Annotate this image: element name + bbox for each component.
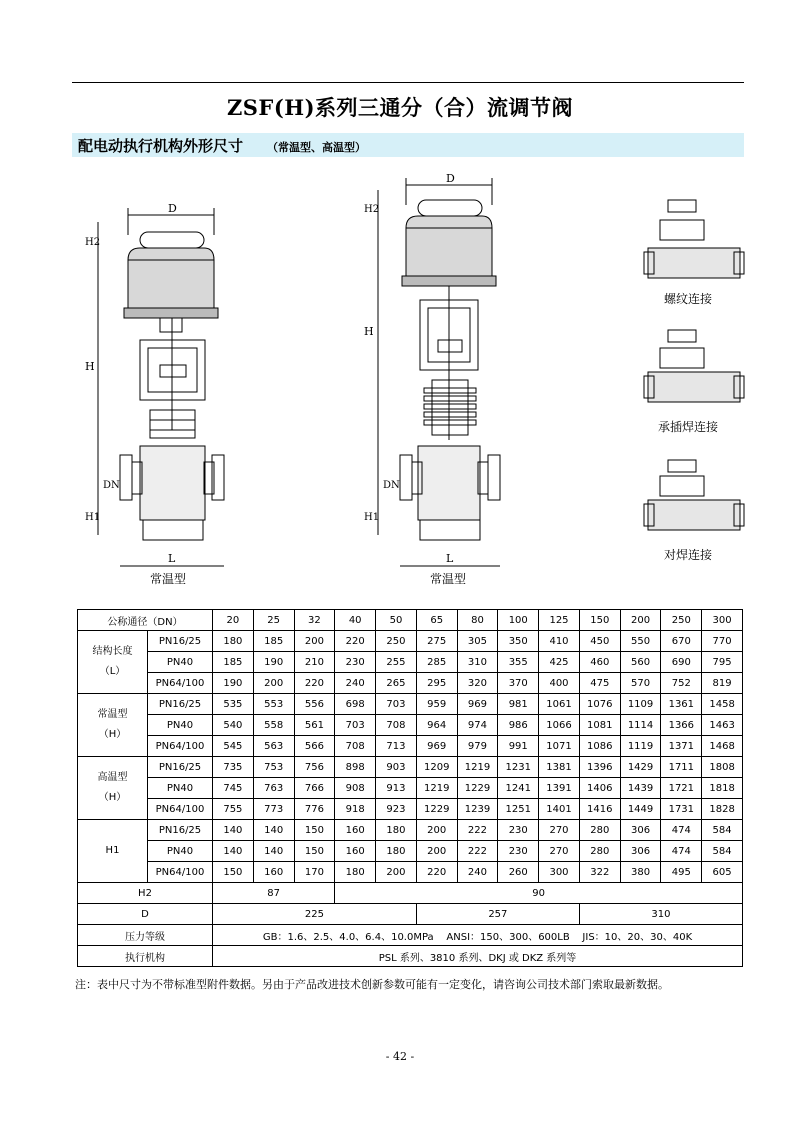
table-cell: 703 <box>335 715 376 736</box>
table-row <box>78 673 743 694</box>
table-cell: 981 <box>498 694 539 715</box>
table-cell: 1219 <box>416 778 457 799</box>
left-dim-h: H <box>85 360 95 373</box>
pressure-label: 压力等级 <box>78 925 213 946</box>
table-cell: 200 <box>416 841 457 862</box>
table-cell: 200 <box>416 820 457 841</box>
table-cell: 1114 <box>620 715 661 736</box>
dn-value: 80 <box>457 610 498 631</box>
table-cell: 425 <box>539 652 580 673</box>
table-cell: 908 <box>335 778 376 799</box>
dn-value: 32 <box>294 610 335 631</box>
table-cell: 240 <box>335 673 376 694</box>
table-row <box>78 694 743 715</box>
table-cell: 1241 <box>498 778 539 799</box>
table-cell: 1219 <box>457 757 498 778</box>
table-cell: 986 <box>498 715 539 736</box>
table-cell: 270 <box>539 841 580 862</box>
table-cell: 1406 <box>579 778 620 799</box>
table-cell: 180 <box>335 862 376 883</box>
table-cell: 1239 <box>457 799 498 820</box>
middle-dim-h2: H2 <box>364 204 380 215</box>
left-dim-dn: DN <box>103 480 120 491</box>
table-cell: 306 <box>620 820 661 841</box>
table-cell: 1061 <box>539 694 580 715</box>
middle-dim-dn: DN <box>383 480 400 491</box>
table-cell: 350 <box>498 631 539 652</box>
table-cell: 320 <box>457 673 498 694</box>
table-cell: 250 <box>376 631 417 652</box>
table-cell: 991 <box>498 736 539 757</box>
table-cell: 969 <box>416 736 457 757</box>
group-label-line2: （L） <box>99 666 126 677</box>
table-row <box>78 820 743 841</box>
table-cell: 285 <box>416 652 457 673</box>
table-cell: 670 <box>661 631 702 652</box>
connection-label-butt-weld: 对焊连接 <box>664 548 713 562</box>
pressure-class: PN16/25 <box>148 757 213 778</box>
table-cell: 1463 <box>702 715 743 736</box>
table-cell: 1076 <box>579 694 620 715</box>
table-cell: 566 <box>294 736 335 757</box>
middle-dim-d: D <box>446 172 455 185</box>
table-row <box>78 757 743 778</box>
table-cell: 210 <box>294 652 335 673</box>
connection-socket-weld-drawing <box>644 330 744 402</box>
table-cell: 708 <box>335 736 376 757</box>
table-cell: 766 <box>294 778 335 799</box>
group-label <box>78 694 148 757</box>
table-cell: 605 <box>702 862 743 883</box>
group-label-line2: （H） <box>98 792 127 803</box>
table-cell: 923 <box>376 799 417 820</box>
dn-value: 40 <box>335 610 376 631</box>
middle-dim-l: L <box>446 552 454 565</box>
table-cell: 255 <box>376 652 417 673</box>
connection-butt-weld-drawing <box>644 460 744 530</box>
left-dim-h1: H1 <box>85 512 101 523</box>
table-cell: 280 <box>579 841 620 862</box>
table-cell: 1468 <box>702 736 743 757</box>
table-cell: 776 <box>294 799 335 820</box>
middle-valve-drawing <box>364 172 500 566</box>
d-value: 257 <box>416 904 579 925</box>
pressure-class: PN64/100 <box>148 736 213 757</box>
connection-label-threaded: 螺纹连接 <box>664 292 713 306</box>
table-cell: 150 <box>213 862 254 883</box>
table-cell: 969 <box>457 694 498 715</box>
table-cell: 370 <box>498 673 539 694</box>
group-label <box>78 631 148 694</box>
pressure-class: PN40 <box>148 841 213 862</box>
table-cell: 265 <box>376 673 417 694</box>
table-cell: 1828 <box>702 799 743 820</box>
table-row <box>78 778 743 799</box>
actuator-label: 执行机构 <box>78 946 213 967</box>
pressure-class: PN40 <box>148 778 213 799</box>
table-cell: 1231 <box>498 757 539 778</box>
table-cell: 200 <box>376 862 417 883</box>
table-cell: 180 <box>376 820 417 841</box>
left-valve-drawing <box>85 202 224 566</box>
table-cell: 1086 <box>579 736 620 757</box>
pressure-class: PN16/25 <box>148 694 213 715</box>
table-cell: 735 <box>213 757 254 778</box>
table-cell: 964 <box>416 715 457 736</box>
connection-label-socket-weld: 承插焊连接 <box>658 420 719 434</box>
table-row <box>78 631 743 652</box>
pressure-value: GB：1.6、2.5、4.0、6.4、10.0MPa ANSI：150、300、600LB JIS：10、20、30、40K <box>213 925 743 946</box>
middle-dim-h1: H1 <box>364 512 380 523</box>
table-cell: 1209 <box>416 757 457 778</box>
table-cell: 770 <box>702 631 743 652</box>
table-cell: 713 <box>376 736 417 757</box>
table-cell: 560 <box>620 652 661 673</box>
table-cell: 558 <box>253 715 294 736</box>
table-row <box>78 799 743 820</box>
table-cell: 200 <box>253 673 294 694</box>
table-cell: 1711 <box>661 757 702 778</box>
dn-value: 100 <box>498 610 539 631</box>
group-label <box>78 820 148 883</box>
left-dim-h2: H2 <box>85 237 101 248</box>
group-label <box>78 757 148 820</box>
table-cell: 1251 <box>498 799 539 820</box>
table-cell: 150 <box>294 841 335 862</box>
table-cell: 763 <box>253 778 294 799</box>
table-cell: 222 <box>457 841 498 862</box>
table-cell: 475 <box>579 673 620 694</box>
table-cell: 690 <box>661 652 702 673</box>
pressure-class: PN64/100 <box>148 862 213 883</box>
table-cell: 703 <box>376 694 417 715</box>
section-subtitle: （常温型、高温型） <box>267 141 366 154</box>
table-cell: 959 <box>416 694 457 715</box>
table-cell: 708 <box>376 715 417 736</box>
table-cell: 1439 <box>620 778 661 799</box>
dn-value: 20 <box>213 610 254 631</box>
table-cell: 913 <box>376 778 417 799</box>
table-cell: 974 <box>457 715 498 736</box>
h2-label: H2 <box>78 883 213 904</box>
table-cell: 903 <box>376 757 417 778</box>
table-row <box>78 841 743 862</box>
table-cell: 230 <box>498 841 539 862</box>
table-cell: 322 <box>579 862 620 883</box>
table-cell: 570 <box>620 673 661 694</box>
table-cell: 540 <box>213 715 254 736</box>
actuator-value: PSL 系列、3810 系列、DKJ 或 DKZ 系列等 <box>213 946 743 967</box>
table-cell: 295 <box>416 673 457 694</box>
table-cell: 185 <box>253 631 294 652</box>
table-cell: 460 <box>579 652 620 673</box>
footnote: 注：表中尺寸为不带标准型附件数据。另由于产品改进技术创新参数可能有一定变化，请咨询公司技术部门索取最新数据。 <box>75 978 669 991</box>
header-row <box>78 610 743 631</box>
table-cell: 753 <box>253 757 294 778</box>
middle-caption: 常温型 <box>430 572 467 586</box>
dimension-table-body <box>78 610 743 967</box>
table-cell: 1429 <box>620 757 661 778</box>
valve-drawings <box>0 160 800 590</box>
table-cell: 1119 <box>620 736 661 757</box>
table-cell: 140 <box>213 841 254 862</box>
table-cell: 1449 <box>620 799 661 820</box>
table-cell: 819 <box>702 673 743 694</box>
table-cell: 270 <box>539 820 580 841</box>
table-cell: 898 <box>335 757 376 778</box>
table-cell: 400 <box>539 673 580 694</box>
table-cell: 170 <box>294 862 335 883</box>
table-cell: 160 <box>335 841 376 862</box>
table-cell: 698 <box>335 694 376 715</box>
table-cell: 140 <box>213 820 254 841</box>
table-cell: 180 <box>376 841 417 862</box>
table-cell: 1808 <box>702 757 743 778</box>
table-cell: 220 <box>416 862 457 883</box>
table-cell: 280 <box>579 820 620 841</box>
table-row <box>78 736 743 757</box>
table-cell: 355 <box>498 652 539 673</box>
table-cell: 550 <box>620 631 661 652</box>
table-cell: 222 <box>457 820 498 841</box>
pressure-class: PN64/100 <box>148 673 213 694</box>
table-cell: 1721 <box>661 778 702 799</box>
table-cell: 745 <box>213 778 254 799</box>
table-cell: 190 <box>253 652 294 673</box>
table-cell: 160 <box>335 820 376 841</box>
table-cell: 1818 <box>702 778 743 799</box>
h2-value: 90 <box>335 883 743 904</box>
table-cell: 180 <box>213 631 254 652</box>
table-cell: 474 <box>661 820 702 841</box>
table-cell: 1416 <box>579 799 620 820</box>
table-row <box>78 862 743 883</box>
table-cell: 185 <box>213 652 254 673</box>
left-dim-l: L <box>168 552 176 565</box>
d-value: 225 <box>213 904 417 925</box>
table-cell: 1071 <box>539 736 580 757</box>
table-cell: 584 <box>702 841 743 862</box>
group-label-line1: 常温型 <box>97 709 128 720</box>
table-cell: 310 <box>457 652 498 673</box>
table-cell: 584 <box>702 820 743 841</box>
table-cell: 140 <box>253 820 294 841</box>
table-cell: 561 <box>294 715 335 736</box>
connection-threaded-drawing <box>644 200 744 278</box>
table-cell: 240 <box>457 862 498 883</box>
table-cell: 756 <box>294 757 335 778</box>
section-title: 配电动执行机构外形尺寸 <box>78 137 244 155</box>
group-label-line1: 高温型 <box>97 772 128 783</box>
section-header <box>72 133 744 157</box>
table-cell: 553 <box>253 694 294 715</box>
table-cell: 140 <box>253 841 294 862</box>
table-cell: 1109 <box>620 694 661 715</box>
table-cell: 380 <box>620 862 661 883</box>
table-cell: 1391 <box>539 778 580 799</box>
pressure-row <box>78 925 743 946</box>
table-cell: 1081 <box>579 715 620 736</box>
table-cell: 150 <box>294 820 335 841</box>
table-cell: 450 <box>579 631 620 652</box>
table-cell: 410 <box>539 631 580 652</box>
middle-dim-h: H <box>364 325 374 338</box>
left-dim-d: D <box>168 202 177 215</box>
table-cell: 918 <box>335 799 376 820</box>
dimension-table <box>77 609 743 967</box>
dn-header-label: 公称通径（DN） <box>78 610 213 631</box>
table-cell: 556 <box>294 694 335 715</box>
table-cell: 1066 <box>539 715 580 736</box>
table-cell: 773 <box>253 799 294 820</box>
dn-value: 50 <box>376 610 417 631</box>
page-title: ZSF(H)系列三通分（合）流调节阀 <box>226 95 574 120</box>
group-label-line1: H1 <box>105 845 120 856</box>
table-cell: 190 <box>213 673 254 694</box>
table-cell: 275 <box>416 631 457 652</box>
table-row <box>78 715 743 736</box>
table-cell: 220 <box>294 673 335 694</box>
table-cell: 495 <box>661 862 702 883</box>
table-cell: 1361 <box>661 694 702 715</box>
table-cell: 1366 <box>661 715 702 736</box>
dn-value: 300 <box>702 610 743 631</box>
table-cell: 795 <box>702 652 743 673</box>
pressure-class: PN16/25 <box>148 631 213 652</box>
actuator-row <box>78 946 743 967</box>
h2-value: 87 <box>213 883 335 904</box>
pressure-class: PN40 <box>148 715 213 736</box>
table-cell: 1396 <box>579 757 620 778</box>
dn-value: 150 <box>579 610 620 631</box>
table-row <box>78 652 743 673</box>
pressure-class: PN40 <box>148 652 213 673</box>
left-caption: 常温型 <box>150 572 187 586</box>
table-cell: 220 <box>335 631 376 652</box>
table-cell: 1371 <box>661 736 702 757</box>
dn-value: 250 <box>661 610 702 631</box>
top-rule <box>72 82 744 83</box>
h2-row <box>78 883 743 904</box>
dn-value: 65 <box>416 610 457 631</box>
table-cell: 260 <box>498 862 539 883</box>
dn-value: 200 <box>620 610 661 631</box>
table-cell: 1458 <box>702 694 743 715</box>
table-cell: 1229 <box>457 778 498 799</box>
d-label: D <box>78 904 213 925</box>
table-cell: 1381 <box>539 757 580 778</box>
d-value: 310 <box>579 904 742 925</box>
table-cell: 755 <box>213 799 254 820</box>
dn-value: 125 <box>539 610 580 631</box>
dn-value: 25 <box>253 610 294 631</box>
table-cell: 535 <box>213 694 254 715</box>
table-cell: 1731 <box>661 799 702 820</box>
table-cell: 230 <box>498 820 539 841</box>
table-cell: 306 <box>620 841 661 862</box>
d-row <box>78 904 743 925</box>
table-cell: 160 <box>253 862 294 883</box>
table-cell: 200 <box>294 631 335 652</box>
page-number: - 42 - <box>385 1050 415 1063</box>
table-cell: 1401 <box>539 799 580 820</box>
table-cell: 752 <box>661 673 702 694</box>
table-cell: 545 <box>213 736 254 757</box>
group-label-line1: 结构长度 <box>92 646 133 657</box>
pressure-class: PN64/100 <box>148 799 213 820</box>
table-cell: 563 <box>253 736 294 757</box>
group-label-line2: （H） <box>98 729 127 740</box>
table-cell: 305 <box>457 631 498 652</box>
table-cell: 474 <box>661 841 702 862</box>
table-cell: 979 <box>457 736 498 757</box>
table-cell: 1229 <box>416 799 457 820</box>
table-cell: 300 <box>539 862 580 883</box>
table-cell: 230 <box>335 652 376 673</box>
pressure-class: PN16/25 <box>148 820 213 841</box>
